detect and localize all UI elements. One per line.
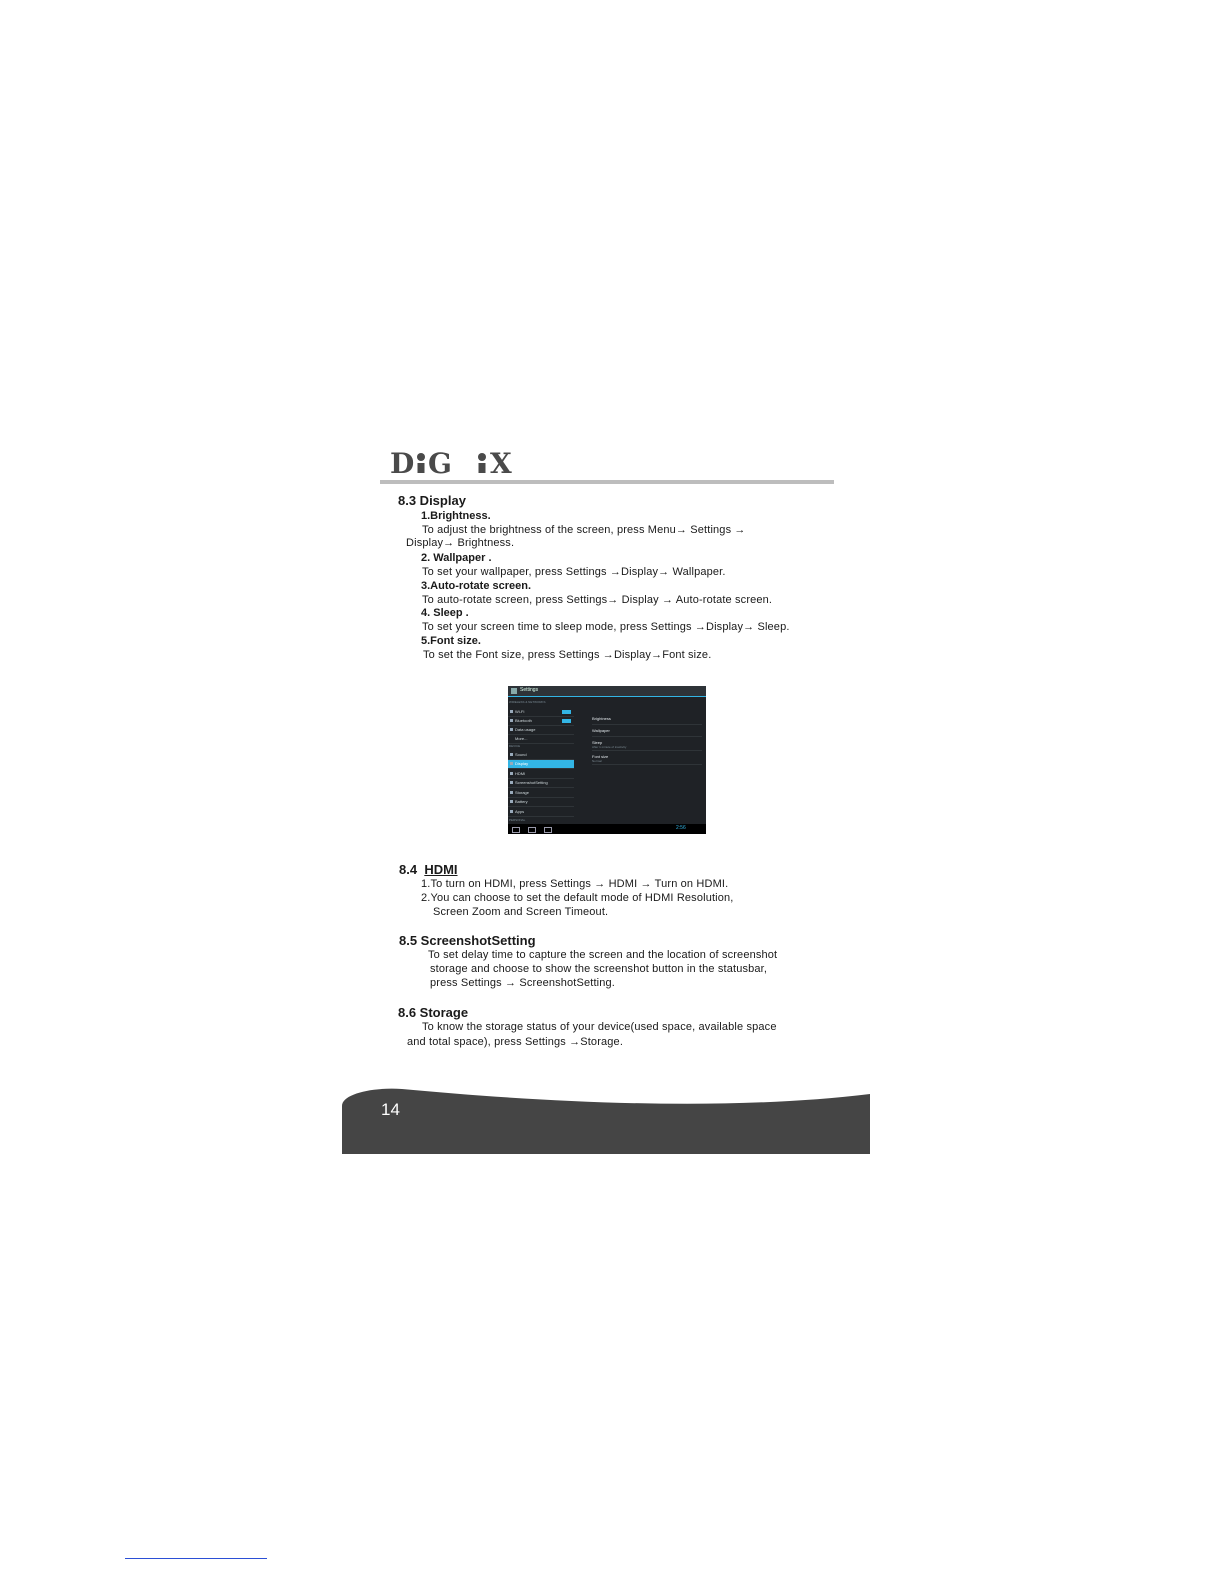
setting-sleep: Sleep After 1 minute of inactivity <box>592 740 702 751</box>
header-rule <box>380 480 834 484</box>
back-icon <box>512 827 520 833</box>
item-text: To auto-rotate screen, press Settings→ Display → Auto-rotate screen. <box>422 594 773 606</box>
item-text: Display→ Brightness. <box>406 537 515 549</box>
setting-font-size: Font size Normal <box>592 754 702 765</box>
list-item: Display <box>508 760 574 769</box>
toggle-switch <box>562 710 571 714</box>
setting-brightness: Brightness <box>592 716 702 725</box>
hdmi-icon <box>510 772 513 775</box>
action-bar <box>508 686 706 697</box>
item-text: To adjust the brightness of the screen, press Menu→ Settings → <box>422 524 746 536</box>
battery-icon <box>510 800 513 803</box>
list-item: Data usage <box>508 726 574 735</box>
hdmi-text: Screen Zoom and Screen Timeout. <box>433 906 609 918</box>
item-text: To set the Font size, press Settings →Display→Font size. <box>423 649 712 661</box>
list-item: Storage <box>508 789 574 798</box>
list-header: DEVICE <box>509 744 521 748</box>
section-title-display: 8.3 Display <box>398 493 466 508</box>
section-title-storage: 8.6 Storage <box>398 1005 469 1020</box>
hdmi-text: 2.You can choose to set the default mode of HDMI Resolution, <box>421 892 734 904</box>
action-bar-title: Settings <box>520 687 539 693</box>
list-item: Bluetooth <box>508 717 574 726</box>
setting-wallpaper: Wallpaper <box>592 728 702 737</box>
item-title-font-size: 5.Font size. <box>421 635 481 647</box>
svg-text:X: X <box>490 449 512 477</box>
screenshot-text: storage and choose to show the screenshot button in the statusbar, <box>430 963 768 975</box>
storage-text: and total space), press Settings →Storage. <box>407 1036 624 1048</box>
list-header: WIRELESS & NETWORKS <box>509 700 546 704</box>
item-title-auto-rotate: 3.Auto-rotate screen. <box>421 580 532 592</box>
settings-right-pane <box>578 698 706 824</box>
settings-screenshot <box>508 686 706 834</box>
section-title-screenshot: 8.5 ScreenshotSetting <box>399 933 536 948</box>
svg-text:G: G <box>428 449 452 477</box>
recent-apps-icon <box>544 827 552 833</box>
settings-icon <box>511 688 517 694</box>
screenshot-text: To set delay time to capture the screen and the location of screenshot <box>428 949 778 961</box>
settings-left-pane <box>508 698 574 824</box>
item-text: To set your screen time to sleep mode, press Settings →Display→ Sleep. <box>422 621 790 633</box>
apps-icon <box>510 810 513 813</box>
storage-icon <box>510 791 513 794</box>
list-item: More... <box>508 735 574 744</box>
list-header: PERSONAL <box>509 818 526 822</box>
screenshot-icon <box>510 781 513 784</box>
digix-logo <box>390 449 532 477</box>
data-usage-icon <box>510 728 513 731</box>
page-number: 14 <box>381 1100 400 1119</box>
home-icon <box>528 827 536 833</box>
section-title-hdmi: 8.4 HDMI <box>399 862 458 877</box>
item-title-wallpaper: 2. Wallpaper . <box>421 552 492 564</box>
navigation-bar <box>508 824 706 834</box>
svg-text:D: D <box>390 449 416 477</box>
bluetooth-icon <box>510 719 513 722</box>
wifi-icon <box>510 710 513 713</box>
sound-icon <box>510 753 513 756</box>
list-item: ScreenshotSetting <box>508 779 574 788</box>
list-item: Sound <box>508 751 574 760</box>
clock: 2:56 <box>676 825 686 831</box>
footer-band <box>342 1086 870 1154</box>
toggle-switch <box>562 719 571 723</box>
item-text: To set your wallpaper, press Settings →Display→ Wallpaper. <box>422 566 726 578</box>
hdmi-text: 1.To turn on HDMI, press Settings → HDMI → Turn on HDMI. <box>421 878 729 890</box>
item-title-sleep: 4. Sleep . <box>421 607 469 619</box>
screenshot-text: press Settings → ScreenshotSetting. <box>430 977 616 989</box>
footnote-rule <box>125 1558 267 1559</box>
list-item: HDMI <box>508 770 574 779</box>
item-title-brightness: 1.Brightness. <box>421 510 491 522</box>
list-item: Battery <box>508 798 574 807</box>
storage-text: To know the storage status of your device(used space, available space <box>422 1021 777 1033</box>
list-item: Apps <box>508 808 574 817</box>
display-icon <box>510 762 513 765</box>
list-item: Wi-Fi <box>508 708 574 717</box>
